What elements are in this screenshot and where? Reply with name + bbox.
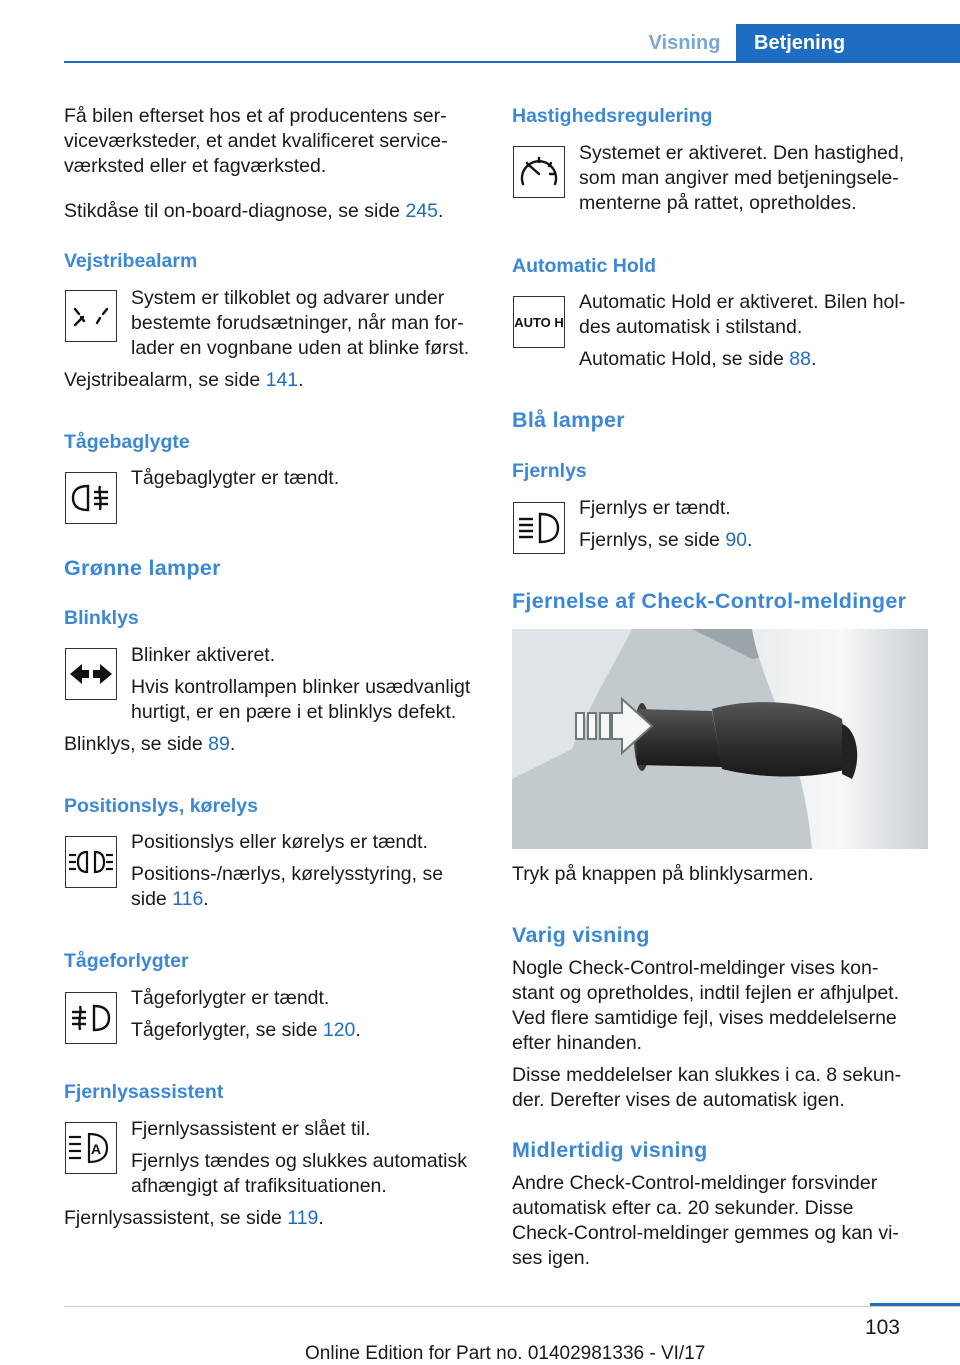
footer-rule xyxy=(64,1306,960,1307)
blink-line: Blinker aktiveret. xyxy=(131,644,276,666)
temporary-display-heading: Midlertidig visning xyxy=(512,1138,708,1162)
hold-title: Automatic Hold xyxy=(512,255,657,277)
blink-line: hurtigt, er en pære i et blinklys defekt. xyxy=(131,701,457,723)
hba-reference: Fjernlysassistent, se side 119. xyxy=(64,1207,324,1229)
temporary-display-text xyxy=(512,1171,932,1271)
permanent-line: der. Derefter vises de automatisk igen. xyxy=(512,1089,845,1111)
high-beam-page-link[interactable]: 90 xyxy=(725,529,748,551)
lane-reference: Vejstribealarm, se side 141. xyxy=(64,369,304,391)
intro-line: værksted eller et fagværksted. xyxy=(64,155,327,177)
position-ref-text: side xyxy=(131,888,173,910)
lane-warning-icon xyxy=(65,290,117,342)
lane-line: bestemte forudsætninger, når man for- xyxy=(131,312,464,334)
cruise-line: menterne på rattet, opretholdes. xyxy=(579,192,857,214)
position-line: Positions-/nærlys, kørelysstyring, se xyxy=(131,863,444,885)
blink-page-link[interactable]: 89 xyxy=(208,733,230,755)
permanent-line: stant og opretholdes, indtil fejlen er afhjulpet. xyxy=(512,982,900,1004)
blink-line: Hvis kontrollampen blinker usædvanligt xyxy=(131,676,471,698)
high-beam-icon xyxy=(513,502,565,554)
lane-ref-text: Vejstribealarm, se side xyxy=(64,369,266,391)
cruise-line: som man angiver med betjeningsele- xyxy=(579,167,899,189)
permanent-line: Nogle Check-Control-meldinger vises kon- xyxy=(512,957,879,979)
temporary-line: automatisk efter ca. 20 sekunder. Disse xyxy=(512,1197,854,1219)
tab-betjening[interactable]: Betjening xyxy=(736,24,960,62)
rear-fog-line: Tågebaglygter er tændt. xyxy=(131,467,340,489)
hold-line: Automatic Hold er aktiveret. Bilen hol- xyxy=(579,291,906,313)
lane-line: lader en vognbane uden at blinke først. xyxy=(131,337,470,359)
blink-desc xyxy=(131,643,491,725)
position-lights-icon xyxy=(65,836,117,888)
hold-desc: Automatic Hold er aktiveret. Bilen hol- des automatisk i stilstand. Automatic Hold, se side 88. xyxy=(579,290,939,372)
high-beam-title: Fjernlys xyxy=(512,460,587,482)
front-fog-desc: Tågeforlygter er tændt. Tågeforlygter, se side 120. xyxy=(131,986,491,1043)
hba-line: Fjernlys tændes og slukkes automatisk xyxy=(131,1150,467,1172)
auto-hold-icon xyxy=(513,296,565,348)
temporary-line: Andre Check-Control-meldinger forsvinder xyxy=(512,1172,878,1194)
auto-hold-icon-text: AUTO H xyxy=(514,314,564,330)
high-beam-ref-text: Fjernlys, se side xyxy=(579,529,726,551)
obd-page-link[interactable]: 245 xyxy=(405,200,438,222)
high-beam-line: Fjernlys er tændt. xyxy=(579,497,731,519)
cruise-line: Systemet er aktiveret. Den hastighed, xyxy=(579,142,905,164)
position-page-link[interactable]: 116 xyxy=(172,888,204,910)
hba-page-link[interactable]: 119 xyxy=(287,1207,319,1229)
permanent-display-heading: Varig visning xyxy=(512,923,650,947)
footer-accent-bar xyxy=(870,1303,960,1306)
lane-title: Vejstribealarm xyxy=(64,250,198,272)
high-beam-desc: Fjernlys er tændt. Fjernlys, se side 90. xyxy=(579,496,939,553)
front-fog-line: Tågeforlygter er tændt. xyxy=(131,987,330,1009)
permanent-line: efter hinanden. xyxy=(512,1032,643,1054)
position-desc: Positionslys eller kørelys er tændt. Positions-/nærlys, kørelysstyring, se side 116. xyxy=(131,830,491,912)
blink-ref-text: Blinklys, se side xyxy=(64,733,209,755)
front-fog-page-link[interactable]: 120 xyxy=(322,1019,356,1041)
green-lamps-heading: Grønne lamper xyxy=(64,556,221,580)
intro-line: Få bilen efterset hos et af producentens ser- xyxy=(64,105,447,127)
high-beam-assistant-icon xyxy=(65,1122,117,1174)
rear-fog-title: Tågebaglygte xyxy=(64,431,190,453)
page-number: 103 xyxy=(864,1316,900,1339)
blink-reference: Blinklys, se side 89. xyxy=(64,733,236,755)
hold-ref-text: Automatic Hold, se side xyxy=(579,348,790,370)
front-fog-ref-text: Tågeforlygter, se side xyxy=(131,1019,323,1041)
rear-fog-desc xyxy=(131,466,491,491)
edition-note: Online Edition for Part no. 01402981336 - VI/17 xyxy=(305,1343,706,1364)
lane-line: System er tilkoblet og advarer under xyxy=(131,287,445,309)
hold-line: des automatisk i stilstand. xyxy=(579,316,803,338)
header-rule xyxy=(64,61,960,63)
temporary-line: ses igen. xyxy=(512,1247,591,1269)
rear-fog-icon xyxy=(65,472,117,524)
hba-ref-text: Fjernlysassistent, se side xyxy=(64,1207,288,1229)
hba-title: Fjernlysassistent xyxy=(64,1081,224,1103)
obd-reference: Stikdåse til on-board-diagnose, se side 245. xyxy=(64,200,444,222)
position-line: Positionslys eller kørelys er tændt. xyxy=(131,831,428,853)
intro-line: viceværksteder, et andet kvalificeret service- xyxy=(64,130,448,152)
front-fog-icon xyxy=(65,992,117,1044)
hold-page-link[interactable]: 88 xyxy=(789,348,811,370)
intro-paragraph xyxy=(64,104,484,179)
check-control-caption: Tryk på knappen på blinklysarmen. xyxy=(512,863,814,885)
position-title: Positionslys, kørelys xyxy=(64,795,259,817)
temporary-line: Check-Control-meldinger gemmes og kan vi- xyxy=(512,1222,899,1244)
permanent-display-text xyxy=(512,956,932,1113)
hba-line: Fjernlysassistent er slået til. xyxy=(131,1118,371,1140)
turn-signal-icon xyxy=(65,648,117,700)
svg-text:A: A xyxy=(91,1141,102,1157)
turn-signal-lever-photo xyxy=(512,629,928,849)
cruise-desc xyxy=(579,141,939,216)
cruise-control-icon xyxy=(513,146,565,198)
hba-line: afhængigt af trafiksituationen. xyxy=(131,1175,387,1197)
permanent-line: Disse meddelelser kan slukkes i ca. 8 sekun- xyxy=(512,1064,902,1086)
obd-text: Stikdåse til on-board-diagnose, se side xyxy=(64,200,406,222)
blue-lamps-heading: Blå lamper xyxy=(512,408,625,432)
blink-title: Blinklys xyxy=(64,607,139,629)
check-control-heading: Fjernelse af Check-Control-meldinger xyxy=(512,589,907,613)
lane-page-link[interactable]: 141 xyxy=(265,369,299,391)
lane-desc xyxy=(131,286,491,361)
hba-desc xyxy=(131,1117,491,1199)
tab-visning[interactable]: Visning xyxy=(648,31,721,54)
permanent-line: Ved flere samtidige fejl, vises meddelelserne xyxy=(512,1007,897,1029)
cruise-title: Hastighedsregulering xyxy=(512,105,713,127)
front-fog-title: Tågeforlygter xyxy=(64,950,189,972)
